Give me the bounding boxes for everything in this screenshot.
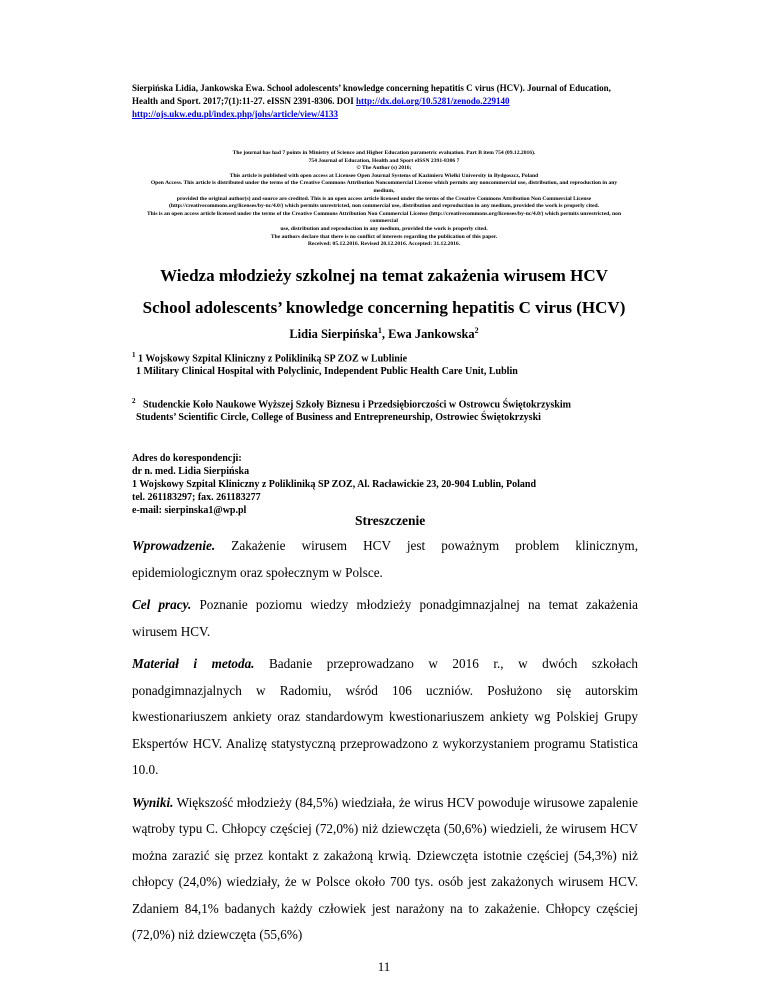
section-text: Większość młodzieży (84,5%) wiedziała, że wirus HCV powoduje wirusowe zapalenie wątroby typu C. Chłopcy częściej (72,0%) niż dziewczęta (50,6%) wiedzieli, że wirusem HCV można zarazić się przez kontakt z zakażoną krwią. Dziewczęta istotnie częściej (54,3%) niż chłopcy (24,0%) wiedziały, że w Polsce około 700 tys. osób jest zakażonych wirusem HCV. Zdaniem 84,1% badanych każdy człowiek jest narażony na to zakażenie. Chłopcy częściej (72,0%) niż dziewczęta (55,6%) xyxy=(132,794,638,942)
abstract-introduction xyxy=(132,533,638,586)
affiliation-mark: 1 xyxy=(132,351,136,359)
notice-line: The journal has had 7 points in Ministry of Science and Higher Education parametric evaluation. Part B item 754 (09.12.2016). xyxy=(232,150,536,156)
correspondence-line: e-mail: sierpinska1@wp.pl xyxy=(132,505,247,516)
affiliation-polish: Studenckie Koło Naukowe Wyższej Szkoły Biznesu i Przedsiębiorczości w Ostrowcu Świętokrzyskim xyxy=(143,399,571,411)
affiliation-1 xyxy=(132,349,632,378)
section-label: Wprowadzenie. xyxy=(132,538,216,553)
affiliation-english: Students’ Scientific Circle, College of Business and Entrepreneurship, Ostrowiec Świętokrzyski xyxy=(136,412,541,424)
title-polish: Wiedza młodzieży szkolnej na temat zakażenia wirusem HCV xyxy=(160,266,608,285)
citation xyxy=(132,82,632,121)
abstract-body xyxy=(132,533,638,949)
author-name: Lidia Sierpińska xyxy=(289,327,378,342)
abstract-aim xyxy=(132,592,638,645)
notice-line: The authors declare that there is no conflict of interests regarding the publication of this paper. xyxy=(270,233,498,240)
section-text: Poznanie poziomu wiedzy młodzieży ponadgimnazjalnej na temat zakażenia wirusem HCV. xyxy=(132,597,638,639)
page-number: 11 xyxy=(377,959,391,974)
affiliation-english: 1 Military Clinical Hospital with Polyclinic, Independent Public Health Care Unit, Lublin xyxy=(136,366,518,378)
notice-line: (http://creativecommons.org/licenses/by-nc/4.0/) which permits unrestricted, non commercial use, distribution and reproduction in any medium, provided the work is properly cited. xyxy=(169,203,599,210)
abstract-results xyxy=(132,790,638,949)
notice-line: Open Access. This article is distributed under the terms of the Creative Commons Attribution Noncommercial License which permits any noncommercial use, distribution, and reproduction in any xyxy=(150,180,618,187)
correspondence-line: 1 Wojskowy Szpital Kliniczny z Polikliniką SP ZOZ, Al. Racławickie 23, 20-904 Lublin, Poland xyxy=(132,479,537,490)
journal-notice xyxy=(20,150,748,249)
section-text: Badanie przeprowadzano w 2016 r., w dwóch szkołach ponadgimnazjalnych w Radomiu, wśród 106 uczniów. Posłużono się autorskim kwestionariuszem ankiety oraz standardowym kwestionariuszem ankiety wg Polskiej Grupy Ekspertów HCV. Analizę statystyczną przeprowadzono z wykorzystaniem programu Statistica 10.0. xyxy=(132,656,638,777)
notice-line: medium, xyxy=(373,187,395,194)
section-label: Cel pracy. xyxy=(132,597,192,612)
section-text: Zakażenie wirusem HCV jest poważnym problem klinicznym, epidemiologicznym oraz społecznym w Polsce. xyxy=(132,538,638,580)
notice-line: provided the original author(s) and source are credited. This is an open access article licensed under the terms of the Creative Commons Attribution Non Commercial License xyxy=(176,195,592,202)
doi-link[interactable]: http://dx.doi.org/10.5281/zenodo.229140 xyxy=(356,96,510,106)
title-english: School adolescents’ knowledge concerning hepatitis C virus (HCV) xyxy=(142,298,626,317)
notice-line: This is an open access article licensed under the terms of the Creative Commons Attribution Non Commercial License (http://creativecommons.org/licenses/by-nc/4.0/) which permits unrestricted, non xyxy=(146,210,622,217)
notice-line: 754 Journal of Education, Health and Sport eISSN 2391-8306 7 xyxy=(308,157,460,164)
author-affiliation-mark: 2 xyxy=(474,326,479,335)
correspondence-line: tel. 261183297; fax. 261183277 xyxy=(132,492,261,503)
notice-line: © The Author (s) 2016; xyxy=(356,165,412,172)
affiliation-2 xyxy=(132,395,632,424)
correspondence-line: Adres do korespondencji: xyxy=(132,453,242,464)
abstract-method xyxy=(132,651,638,784)
author-name: Ewa Jankowska xyxy=(388,327,475,342)
notice-line: This article is published with open access at Licensee Open Journal Systems of Kazimierz Wielki University in Bydgoszcz, Poland xyxy=(229,172,539,179)
correspondence-line: dr n. med. Lidia Sierpińska xyxy=(132,466,250,477)
abstract-heading: Streszczenie xyxy=(355,513,426,528)
notice-line: Received: 05.12.2016. Revised 20.12.2016. Accepted: 31.12.2016. xyxy=(307,241,461,248)
section-label: Wyniki. xyxy=(132,794,174,810)
author-list xyxy=(0,326,768,342)
affiliation-mark: 2 xyxy=(132,397,136,405)
author-affiliation-mark: 1 xyxy=(377,326,382,335)
section-label: Materiał i metoda. xyxy=(132,656,255,671)
article-link[interactable]: http://ojs.ukw.edu.pl/index.php/johs/article/view/4133 xyxy=(132,109,339,119)
correspondence xyxy=(132,452,652,517)
author-separator: , xyxy=(381,327,389,342)
affiliation-polish: 1 Wojskowy Szpital Kliniczny z Polikliniką SP ZOZ w Lublinie xyxy=(138,353,408,365)
citation-text: Sierpińska Lidia, Jankowska Ewa. School adolescents’ knowledge concerning hepatitis C virus (HCV). Journal of Education, Health and Sport. 2017;7(1):11-27. eISSN 2391-8306. DOI xyxy=(132,83,611,106)
notice-line: commercial xyxy=(370,218,398,225)
notice-line: use, distribution and reproduction in any medium, provided the work is properly cited. xyxy=(280,225,488,232)
